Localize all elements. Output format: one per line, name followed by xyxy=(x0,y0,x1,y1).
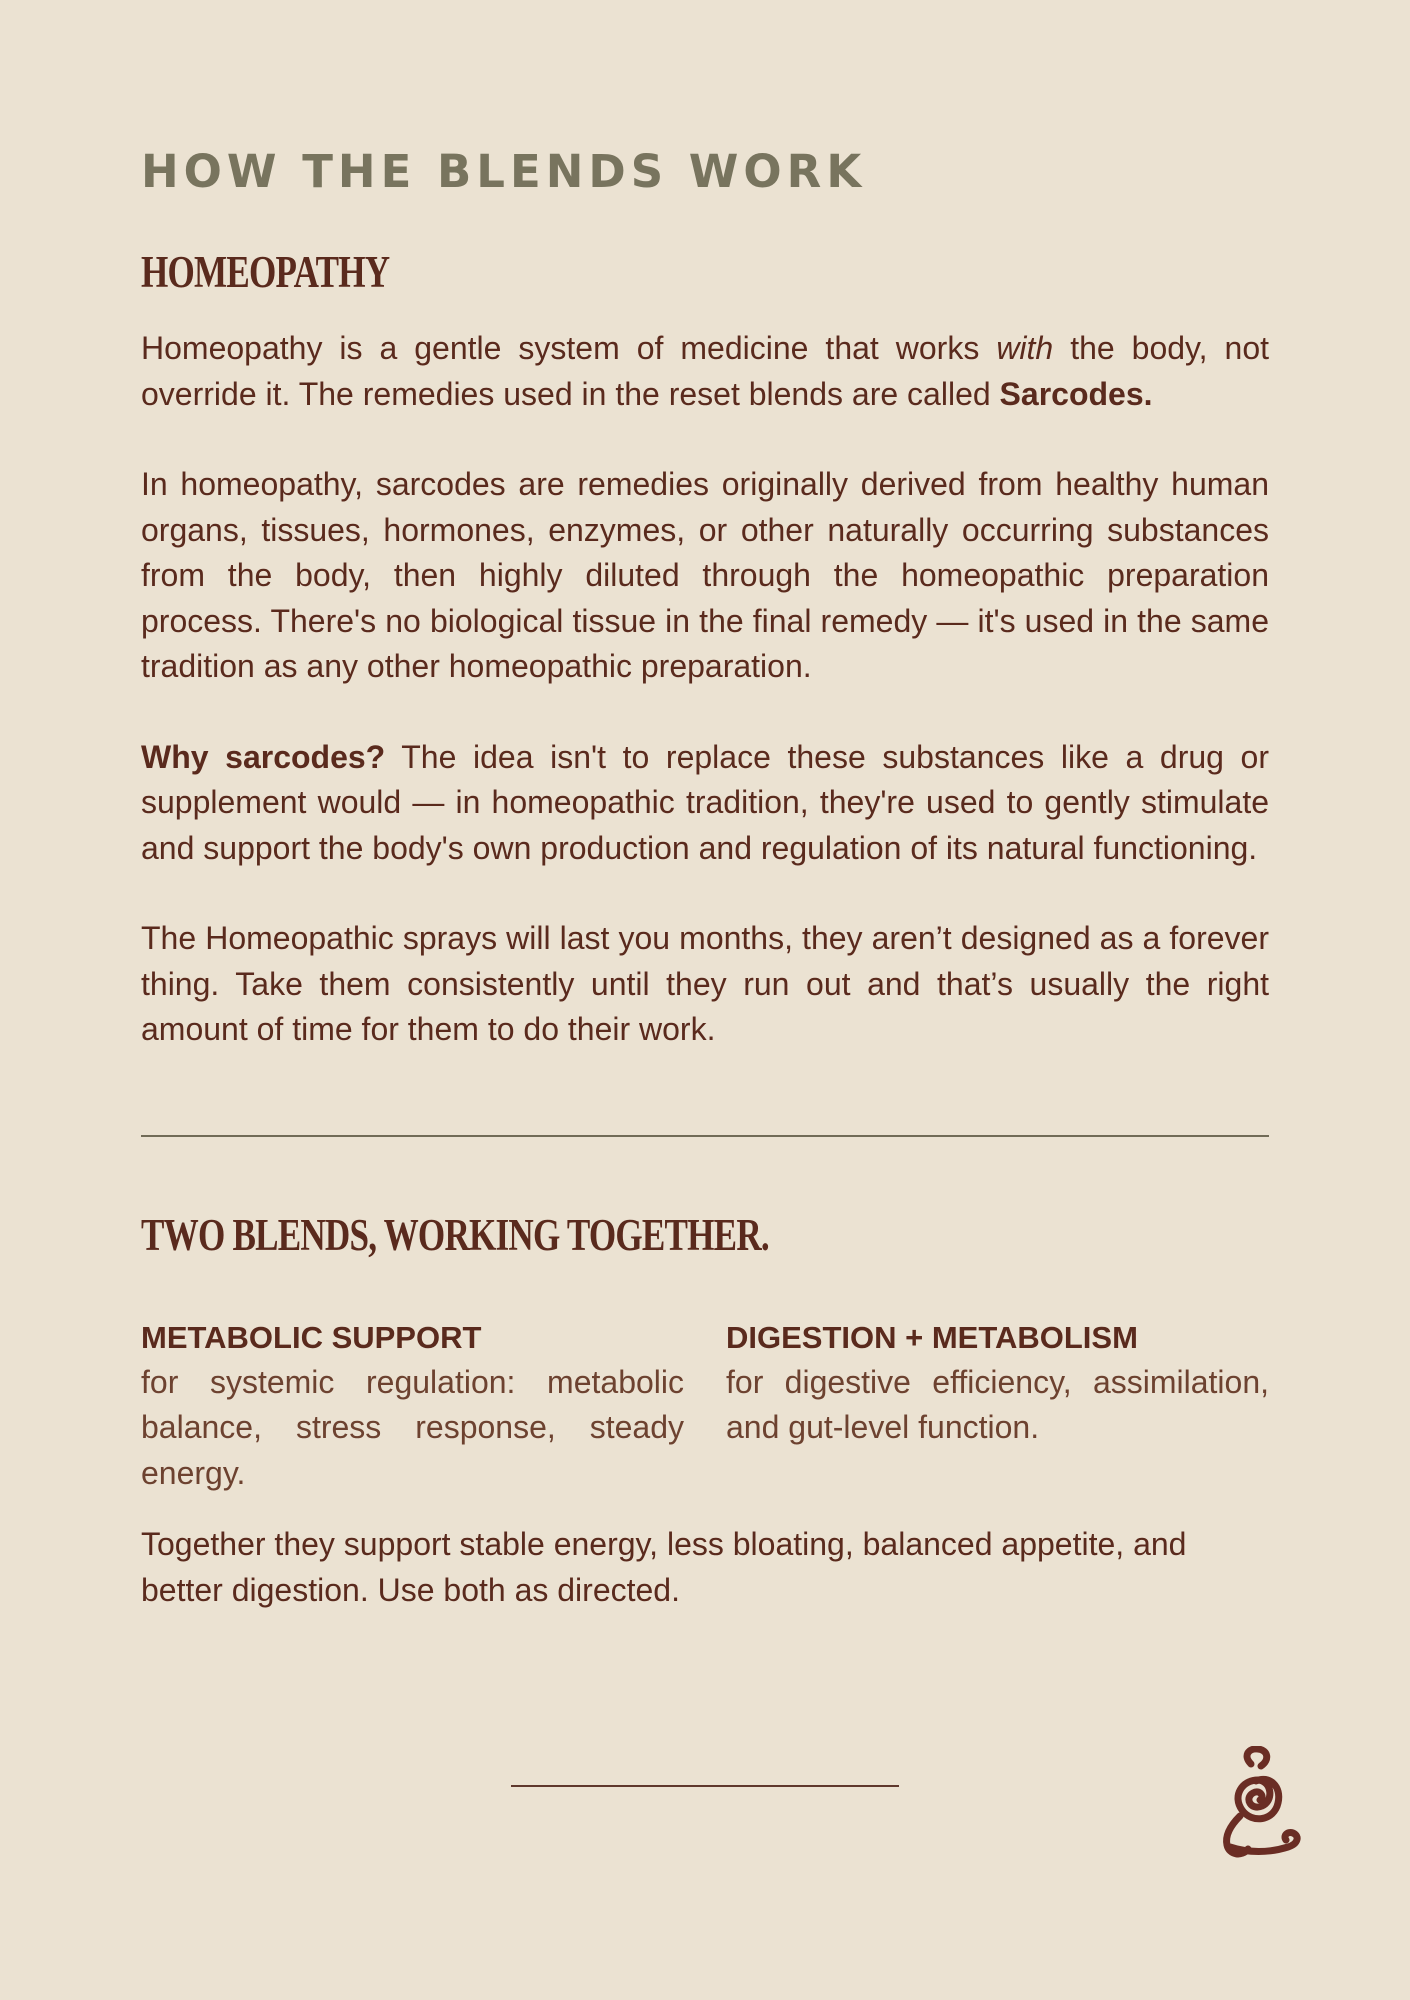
digestion-metabolism-column xyxy=(726,1315,1269,1497)
spiral-figure-logo-icon xyxy=(1212,1746,1304,1862)
digestion-metabolism-description: for digestive efficiency, assimilation, and gut-level function. xyxy=(726,1363,1269,1445)
together-summary: Together they support stable energy, less bloating, balanced appetite, and better digestion. Use both as directed. xyxy=(141,1526,1187,1608)
metabolic-support-column xyxy=(141,1315,684,1497)
blend-columns xyxy=(141,1315,1269,1497)
paragraph-1-italic-with: with xyxy=(996,330,1054,366)
metabolic-support-description: for systemic regulation: metabolic balance, stress response, steady energy. xyxy=(141,1363,684,1491)
homeopathy-heading: HOMEOPATHY xyxy=(141,247,390,297)
bottom-divider xyxy=(511,1785,899,1787)
digestion-metabolism-heading: DIGESTION + METABOLISM xyxy=(726,1319,1138,1355)
document-page xyxy=(141,140,1269,1613)
homeopathy-paragraph-3 xyxy=(141,735,1269,872)
page-title: HOW THE BLENDS WORK xyxy=(141,145,867,198)
paragraph-1-text-start: Homeopathy is a gentle system of medicine that works xyxy=(141,330,997,366)
paragraph-3-text: The idea isn't to replace these substances like a drug or supplement would — in homeopathic tradition, they're used to gently stimulate and support the body's own production and regulation of its natural functioning. xyxy=(141,738,1270,866)
paragraph-1-text-middle: the body, not override it. The remedies used in the reset blends are called xyxy=(141,330,1270,412)
homeopathy-paragraph-4: The Homeopathic sprays will last you months, they aren’t designed as a forever thing. Take them consistently until they run out and that’s usually the right amount of time for them to do their work. xyxy=(141,920,1269,1047)
two-blends-heading: TWO BLENDS, WORKING TOGETHER. xyxy=(141,1209,769,1260)
homeopathy-paragraph-2: In homeopathy, sarcodes are remedies originally derived from healthy human organs, tissues, hormones, enzymes, or other naturally occurring substances from the body, then highly diluted through the homeopathic preparation process. There's no biological tissue in the final remedy — it's used in the same tradition as any other homeopathic preparation. xyxy=(141,466,1269,684)
section-divider xyxy=(141,1135,1269,1137)
paragraph-3-bold-why-sarcodes: Why sarcodes? xyxy=(141,738,386,775)
metabolic-support-heading: METABOLIC SUPPORT xyxy=(141,1319,482,1355)
paragraph-1-bold-sarcodes: Sarcodes. xyxy=(999,375,1153,412)
homeopathy-paragraph-1 xyxy=(141,326,1269,417)
